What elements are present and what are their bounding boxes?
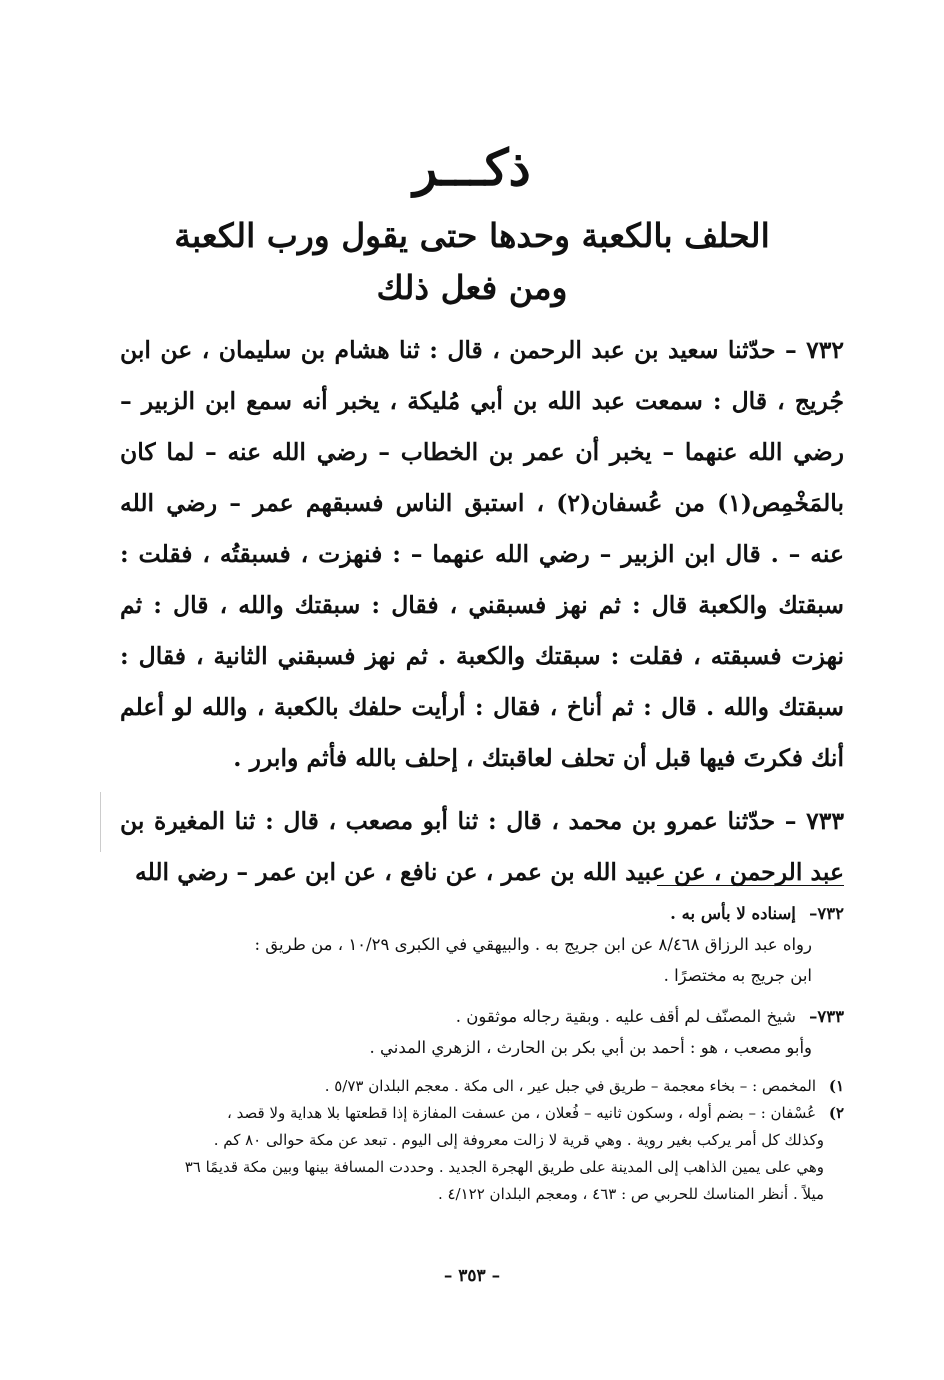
footnote-number: ٢)	[828, 1104, 844, 1122]
hadith-dash: –	[775, 336, 797, 364]
note-line	[128, 898, 844, 929]
note-lead: شيخ المصنّف لم أقف عليه . وبقية رجاله موثقون .	[455, 1007, 796, 1026]
hadith-text: حدّثنا عمرو بن محمد ، قال : ثنا أبو مصعب ، قال : ثنا المغيرة بن عبد الرحمن ، عن عبيد الله بن عمر ، عن نافع ، عن ابن عمر – رضي الله	[120, 807, 844, 886]
footnote-text: عُسْفان : – بضم أوله ، وسكون ثانيه – فُعلان ، من عسفت المفازة إذا قطعتها بلا هداية ولا قصد ،	[227, 1104, 817, 1122]
margin-mark	[100, 792, 101, 852]
footnote-number: ١)	[828, 1077, 844, 1095]
note-detail: ابن جريج به مختصرًا .	[663, 966, 812, 985]
commentary-note	[128, 898, 844, 991]
note-line	[128, 1001, 844, 1032]
note-number: ٧٣٣–	[809, 1007, 844, 1026]
hadith-number: ٧٣٣	[806, 807, 845, 835]
footnote-continuation: وكذلك كل أمر يركب بغير روية . وهي قرية لا زالت معروفة إلى اليوم . تبعد عن مكة حوالى ٨٠ كم .	[213, 1131, 824, 1149]
notes-section	[128, 898, 844, 1208]
hadith-text: حدّثنا سعيد بن عبد الرحمن ، قال : ثنا هشام بن سليمان ، عن ابن جُريج ، قال : سمعت عبد الله بن أبي مُليكة ، يخبر أنه سمع ابن الزبير – رضي الله عنهما – يخبر أن عمر بن الخطاب – رضي الله عنه – لما كان بالمَخْمِص(١) من عُسفان(٢) ، استبق الناس فسبقهم عمر – رضي الله عنه – . قال ابن الزبير – رضي الله عنهما – : فنهزت ، فسبقتُه ، فقلت : سبقتك والكعبة قال : ثم نهز فسبقني ، فقال : سبقتك والله ، قال : ثم نهزت فسبقته ، فقلت : سبقتك والكعبة . ثم نهز فسبقني الثانية ، فقال : سبقتك والله . قال : ثم أناخ ، فقال : أرأيت حلفك بالكعبة ، والله لو أعلم أنك فكرتَ فيها قبل أن تحلف لعاقبتك ، إحلف بالله فأثم وابرر .	[120, 336, 844, 772]
note-number: ٧٣٢–	[809, 904, 844, 923]
footnote-text: المخمص : – بخاء معجمة – طريق في جبل عير ، الى مكة . معجم البلدان ٥/٧٣ .	[324, 1077, 817, 1095]
footnote-continuation: وهي على يمين الذاهب إلى المدينة على طريق الهجرة الجديد . وحددت المسافة بينها وبين مكة قديمًا ٣٦	[184, 1158, 824, 1176]
chapter-heading-word: ذكـــر	[413, 138, 531, 197]
note-lead: إسناده لا بأس به .	[670, 904, 796, 923]
hadith-number: ٧٣٢	[806, 336, 844, 364]
hadith-dash: –	[775, 807, 797, 835]
note-detail: رواه عبد الرزاق ٨/٤٦٨ عن ابن جريج به . والبيهقي في الكبرى ١٠/٢٩ ، من طريق :	[254, 935, 812, 954]
hadith-paragraph	[120, 796, 844, 898]
hadith-paragraph	[120, 325, 844, 784]
footnote-divider	[657, 885, 844, 886]
note-detail: وأبو مصعب ، هو : أحمد بن أبي بكر بن الحارث ، الزهري المدني .	[369, 1038, 812, 1057]
footnote	[128, 1073, 844, 1100]
footnote	[128, 1100, 844, 1127]
page-number: – ٣٥٣ –	[443, 1266, 501, 1286]
footnote-continuation: ميلاً . أنظر المناسك للحربي ص : ٤٦٣ ، ومعجم البلدان ٤/١٢٢ .	[437, 1185, 824, 1203]
main-text-body	[120, 325, 844, 910]
section-title: الحلف بالكعبة وحدها حتى يقول ورب الكعبة ومن فعل ذلك	[174, 216, 770, 307]
commentary-note	[128, 1001, 844, 1063]
